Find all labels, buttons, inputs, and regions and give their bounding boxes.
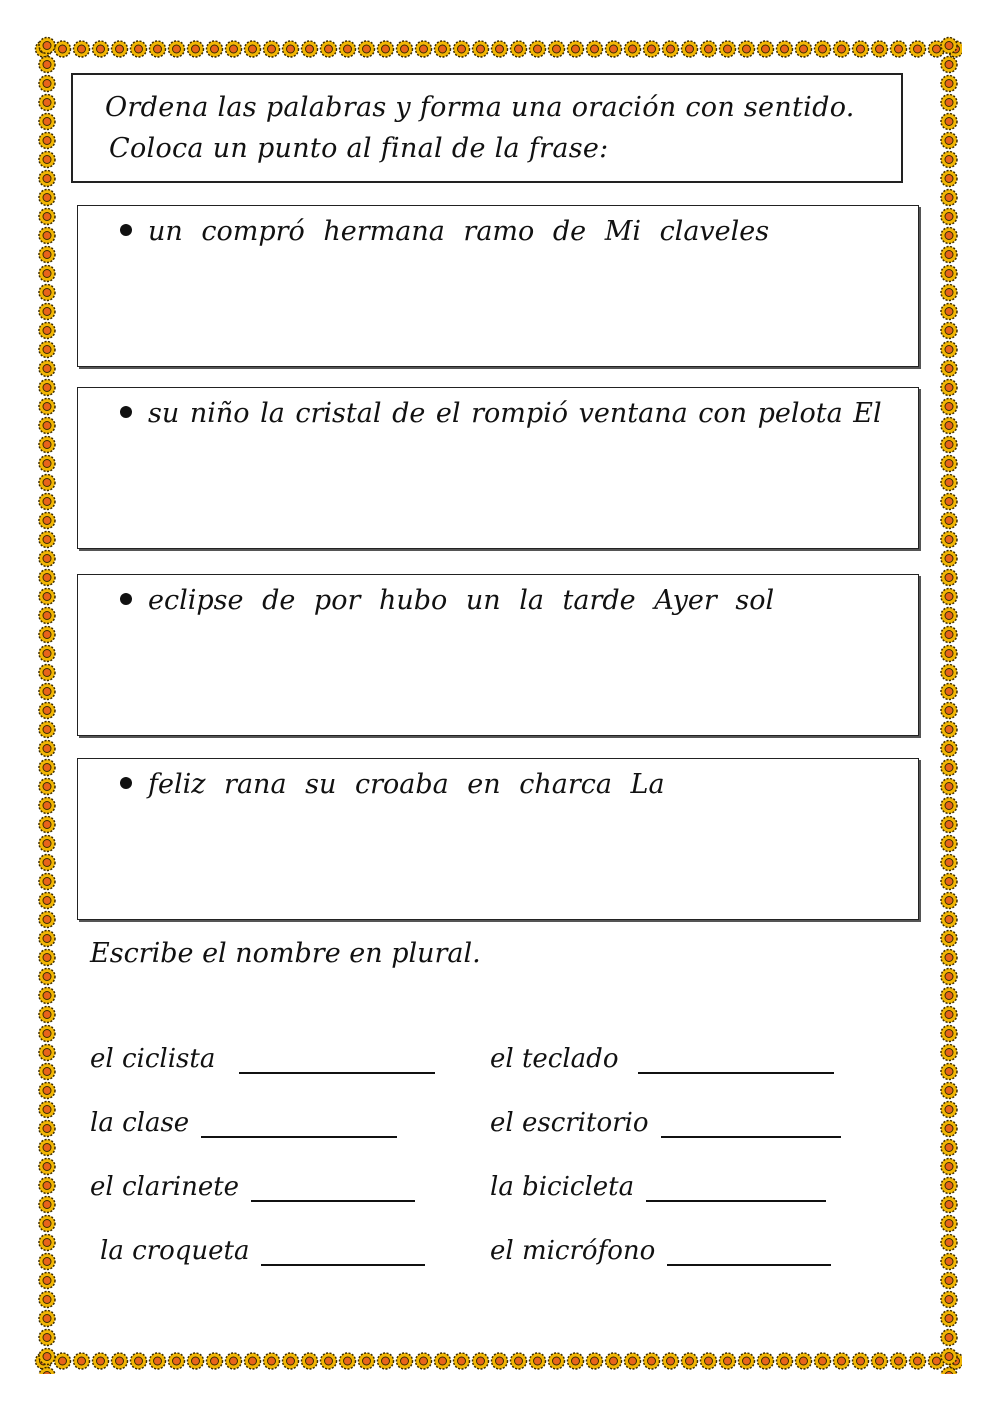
- flower-border-left: [34, 36, 60, 1374]
- noun-label: la clase: [90, 1108, 190, 1138]
- sentence-box-3[interactable]: [77, 574, 919, 736]
- sentence-box-4[interactable]: [77, 758, 919, 920]
- bullet-icon: [120, 406, 132, 418]
- flower-border-right: [936, 36, 962, 1374]
- answer-line[interactable]: [646, 1174, 826, 1202]
- noun-label: la croqueta: [100, 1236, 250, 1266]
- plural-item: [90, 1044, 435, 1074]
- plural-item: [490, 1044, 834, 1074]
- noun-label: el micrófono: [490, 1236, 656, 1266]
- scrambled-sentence: su niño la cristal de el rompió ventana con pelota El: [148, 398, 882, 429]
- plural-item: [100, 1236, 425, 1266]
- noun-label: la bicicleta: [490, 1172, 635, 1202]
- answer-line[interactable]: [661, 1110, 841, 1138]
- answer-line[interactable]: [251, 1174, 415, 1202]
- scrambled-sentence: eclipse de por hubo un la tarde Ayer sol: [148, 585, 775, 616]
- plural-item: [490, 1172, 826, 1202]
- answer-line[interactable]: [261, 1238, 425, 1266]
- sentence-box-2[interactable]: [77, 387, 919, 549]
- flower-border-bottom: [34, 1348, 962, 1374]
- answer-line[interactable]: [667, 1238, 831, 1266]
- answer-line[interactable]: [201, 1110, 397, 1138]
- plural-item: [490, 1108, 841, 1138]
- instruction-line-2: Coloca un punto al final de la frase:: [109, 133, 609, 164]
- bullet-icon: [120, 777, 132, 789]
- noun-label: el escritorio: [490, 1108, 649, 1138]
- noun-label: el teclado: [490, 1044, 619, 1074]
- flower-border-top: [34, 36, 962, 62]
- answer-line[interactable]: [239, 1046, 435, 1074]
- instruction-line-1: Ordena las palabras y forma una oración con sentido.: [105, 92, 855, 123]
- plural-item: [490, 1236, 831, 1266]
- plural-item: [90, 1172, 415, 1202]
- bullet-icon: [120, 224, 132, 236]
- plural-section-title: Escribe el nombre en plural.: [90, 938, 481, 969]
- answer-line[interactable]: [638, 1046, 834, 1074]
- scrambled-sentence: feliz rana su croaba en charca La: [148, 769, 665, 800]
- noun-label: el clarinete: [90, 1172, 240, 1202]
- sentence-box-1[interactable]: [77, 205, 919, 367]
- plural-item: [90, 1108, 397, 1138]
- noun-label: el ciclista: [90, 1044, 216, 1074]
- instruction-box: [71, 73, 903, 183]
- scrambled-sentence: un compró hermana ramo de Mi claveles: [148, 216, 770, 247]
- bullet-icon: [120, 593, 132, 605]
